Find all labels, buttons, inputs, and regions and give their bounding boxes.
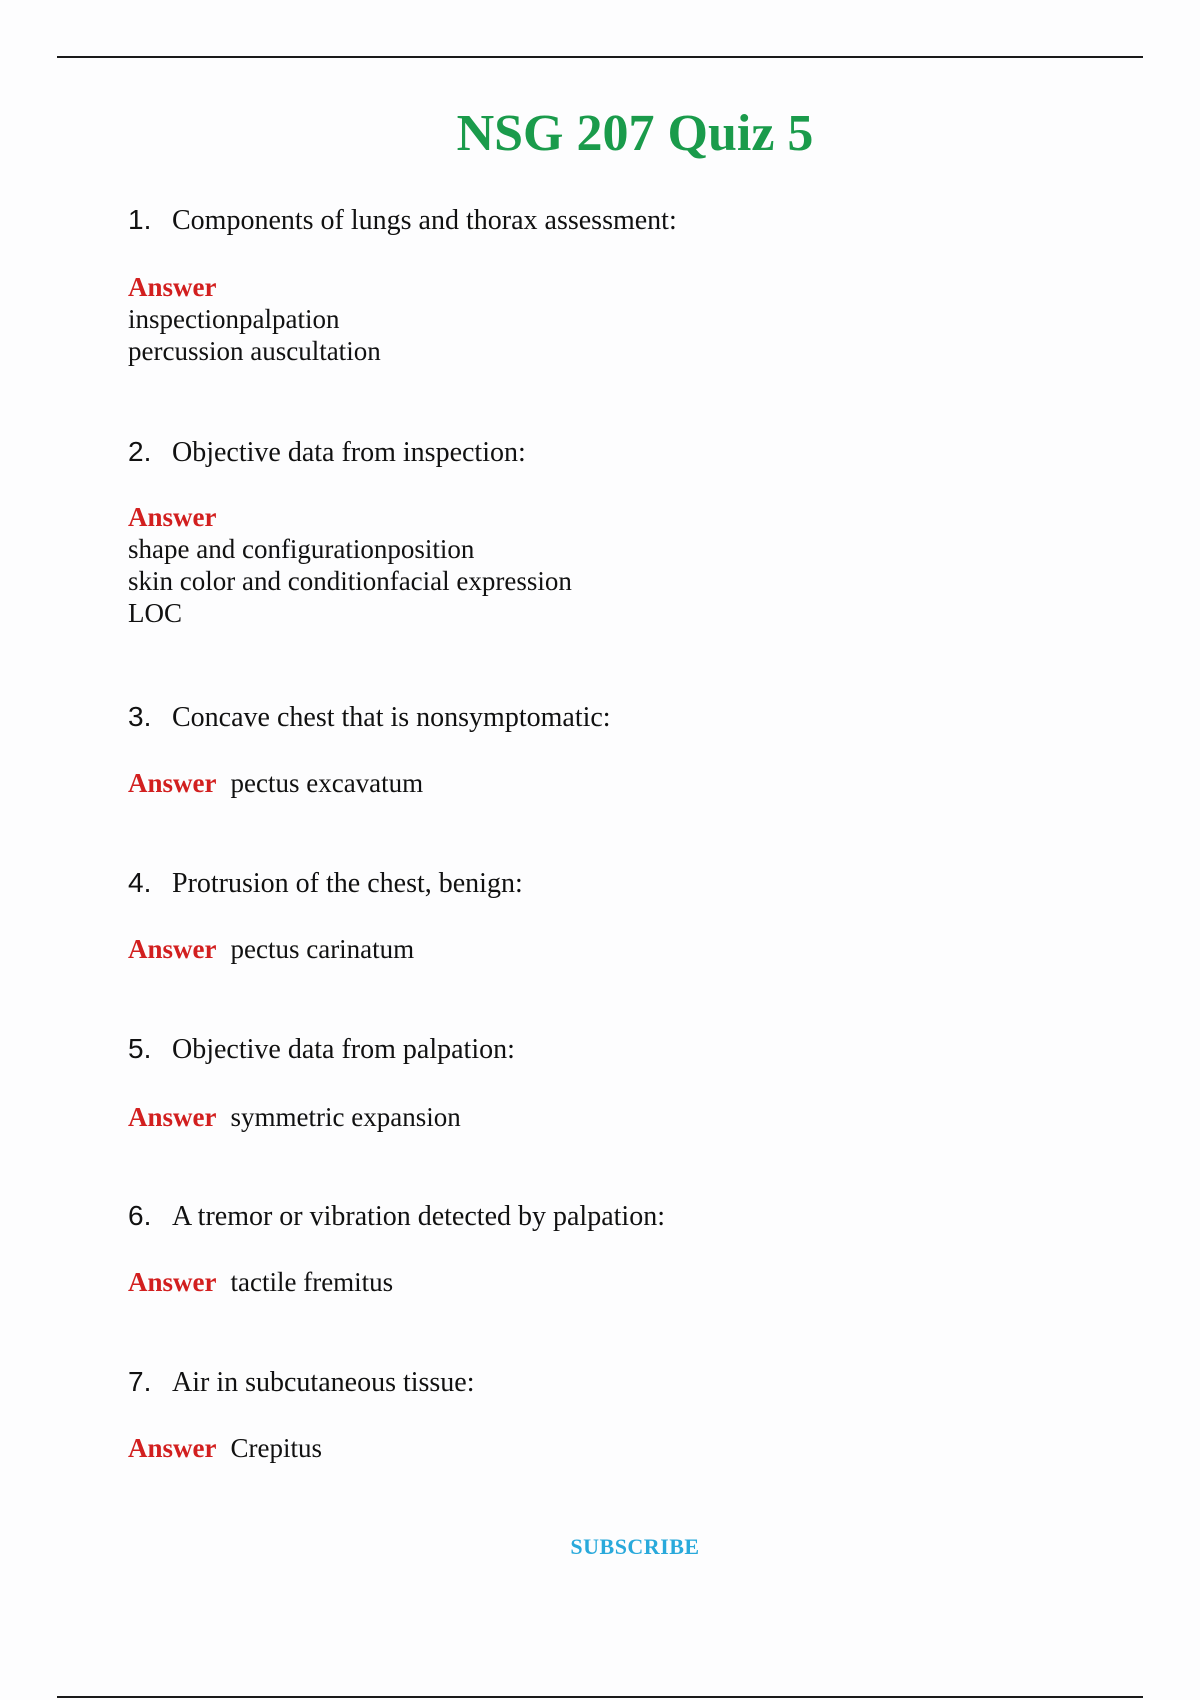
question-text: Components of lungs and thorax assessment: <box>172 205 677 236</box>
question-number: 7. <box>128 1366 152 1397</box>
question-3 <box>128 701 1128 799</box>
answer-line: inspectionpalpation <box>128 304 340 334</box>
question-1 <box>128 204 1128 367</box>
answer-label: Answer <box>128 1433 217 1463</box>
answer-label: Answer <box>128 768 217 798</box>
answer-text: Crepitus <box>230 1433 322 1463</box>
answer-text: symmetric expansion <box>230 1102 461 1132</box>
question-number: 5. <box>128 1033 152 1064</box>
answer-label: Answer <box>128 1102 217 1132</box>
answer-text: pectus excavatum <box>230 768 424 798</box>
answer-label: Answer <box>128 934 217 964</box>
question-text: A tremor or vibration detected by palpation: <box>172 1201 665 1232</box>
answer-text: pectus carinatum <box>230 934 415 964</box>
question-text: Objective data from inspection: <box>172 437 526 468</box>
answer-label: Answer <box>128 502 217 532</box>
question-7 <box>128 1366 1128 1464</box>
answer-line: skin color and conditionfacial expression <box>128 566 572 596</box>
answer-text: tactile fremitus <box>230 1267 394 1297</box>
answer-block <box>128 933 1128 965</box>
question-text: Concave chest that is nonsymptomatic: <box>172 702 611 733</box>
question-5 <box>128 1033 1128 1133</box>
question-number: 1. <box>128 204 152 235</box>
page-title: NSG 207 Quiz 5 <box>456 105 814 162</box>
question-text: Protrusion of the chest, benign: <box>172 868 523 899</box>
answer-line: percussion auscultation <box>128 336 381 366</box>
answer-line: LOC <box>128 598 182 628</box>
question-text: Air in subcutaneous tissue: <box>172 1367 475 1398</box>
answer-block <box>128 767 1128 799</box>
question-6 <box>128 1200 1128 1298</box>
question-2 <box>128 436 1128 629</box>
question-number: 3. <box>128 701 152 732</box>
subscribe-link[interactable]: SUBSCRIBE <box>570 1534 700 1559</box>
answer-label: Answer <box>128 1267 217 1297</box>
answer-block <box>128 1266 1128 1298</box>
top-rule <box>57 56 1143 58</box>
question-number: 6. <box>128 1200 152 1231</box>
answer-block <box>128 1101 1128 1133</box>
answer-block <box>128 1432 1128 1464</box>
answer-block <box>128 501 1128 629</box>
answer-line: shape and configurationposition <box>128 534 475 564</box>
answer-block <box>128 271 1128 367</box>
answer-label: Answer <box>128 272 217 302</box>
question-text: Objective data from palpation: <box>172 1034 515 1065</box>
question-4 <box>128 867 1128 965</box>
question-number: 2. <box>128 436 152 467</box>
question-number: 4. <box>128 867 152 898</box>
bottom-rule <box>57 1696 1143 1698</box>
